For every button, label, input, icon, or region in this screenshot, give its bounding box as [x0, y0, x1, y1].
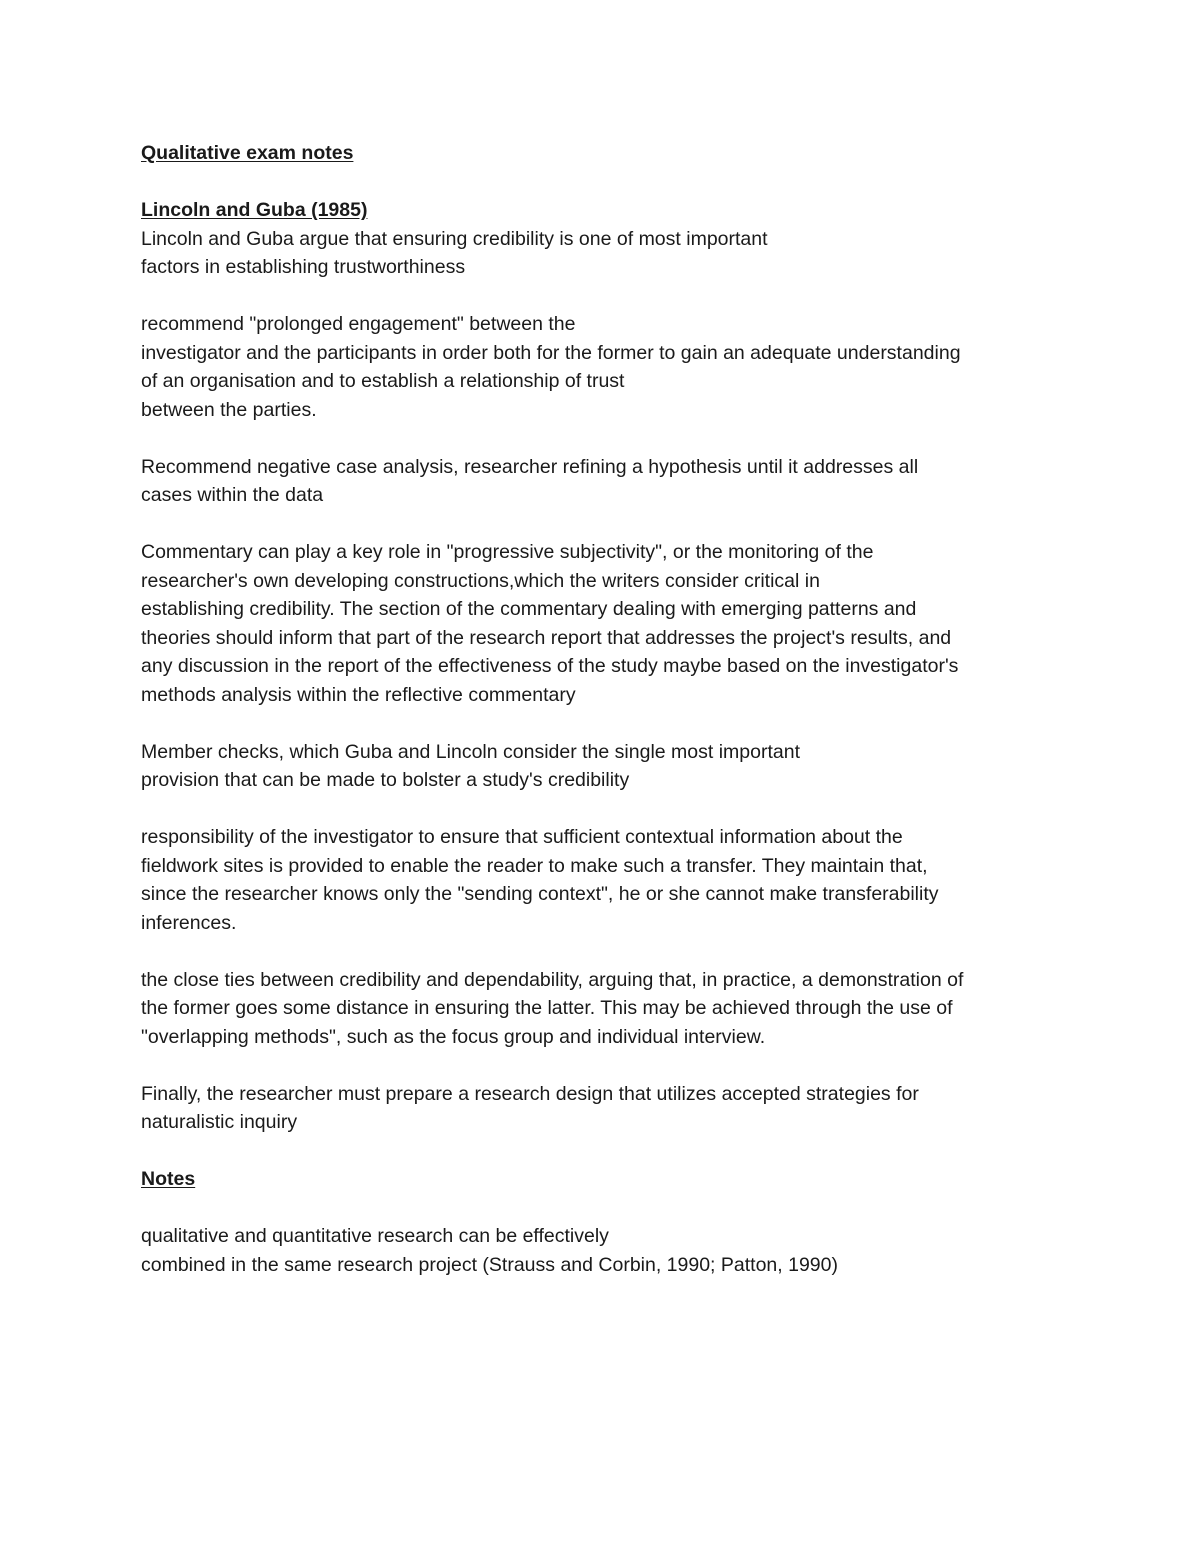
- text-line: factors in establishing trustworthiness: [141, 256, 466, 278]
- section-heading-notes: Notes: [141, 1168, 196, 1190]
- paragraph-dependability: [141, 966, 1071, 1052]
- text-line: establishing credibility. The section of the commentary dealing with emerging patterns and: [141, 598, 917, 620]
- document-body: [141, 139, 1071, 1279]
- text-line: theories should inform that part of the research report that addresses the project's results, and: [141, 626, 952, 649]
- text-line: responsibility of the investigator to ensure that sufficient contextual information about the: [141, 826, 903, 848]
- text-line: researcher's own developing constructions,which the writers consider critical in: [141, 569, 820, 592]
- paragraph-research-design: [141, 1080, 1071, 1137]
- document-title: Qualitative exam notes: [141, 142, 354, 164]
- text-line: provision that can be made to bolster a study's credibility: [141, 769, 630, 791]
- text-line: fieldwork sites is provided to enable the reader to make such a transfer. They maintain that,: [141, 854, 928, 877]
- text-line: of an organisation and to establish a relationship of trust: [141, 370, 625, 392]
- paragraph-combined-research: [141, 1222, 1071, 1279]
- text-line: between the parties.: [141, 398, 317, 421]
- spacer: [141, 937, 1071, 966]
- text-line: investigator and the participants in order both for the former to gain an adequate understanding: [141, 341, 961, 364]
- paragraph-transferability: [141, 823, 1071, 937]
- spacer: [141, 709, 1071, 738]
- text-line: inferences.: [141, 911, 237, 934]
- text-line: combined in the same research project (Strauss and Corbin, 1990; Patton, 1990): [141, 1253, 838, 1276]
- text-line: Commentary can play a key role in "progressive subjectivity", or the monitoring of the: [141, 541, 874, 563]
- text-line: Member checks, which Guba and Lincoln consider the single most important: [141, 740, 800, 763]
- spacer: [141, 795, 1071, 824]
- text-line: "overlapping methods", such as the focus group and individual interview.: [141, 1025, 766, 1048]
- text-line: the former goes some distance in ensuring the latter. This may be achieved through the use of: [141, 997, 953, 1019]
- text-line: since the researcher knows only the "sending context", he or she cannot make transferability: [141, 883, 939, 905]
- paragraph-credibility: [141, 225, 1071, 282]
- text-line: recommend "prolonged engagement" between the: [141, 313, 576, 335]
- spacer: [141, 168, 1071, 197]
- spacer: [141, 282, 1071, 311]
- paragraph-negative-case: [141, 453, 1071, 510]
- paragraph-commentary: [141, 538, 1071, 709]
- spacer: [141, 424, 1071, 453]
- text-line: Recommend negative case analysis, researcher refining a hypothesis until it addresses all: [141, 455, 919, 478]
- section-heading-lincoln-guba: Lincoln and Guba (1985): [141, 199, 368, 221]
- spacer: [141, 510, 1071, 539]
- text-line: naturalistic inquiry: [141, 1111, 298, 1133]
- paragraph-member-checks: [141, 738, 1071, 795]
- text-line: any discussion in the report of the effectiveness of the study maybe based on the investigator's: [141, 655, 959, 677]
- paragraph-prolonged-engagement: [141, 310, 1071, 424]
- spacer: [141, 1051, 1071, 1080]
- text-line: Finally, the researcher must prepare a research design that utilizes accepted strategies for: [141, 1082, 919, 1105]
- spacer: [141, 1194, 1071, 1223]
- text-line: methods analysis within the reflective commentary: [141, 683, 576, 706]
- text-line: Lincoln and Guba argue that ensuring credibility is one of most important: [141, 227, 768, 250]
- text-line: cases within the data: [141, 484, 324, 506]
- text-line: the close ties between credibility and dependability, arguing that, in practice, a demonstration of: [141, 968, 964, 991]
- spacer: [141, 1137, 1071, 1166]
- text-line: qualitative and quantitative research can be effectively: [141, 1225, 609, 1247]
